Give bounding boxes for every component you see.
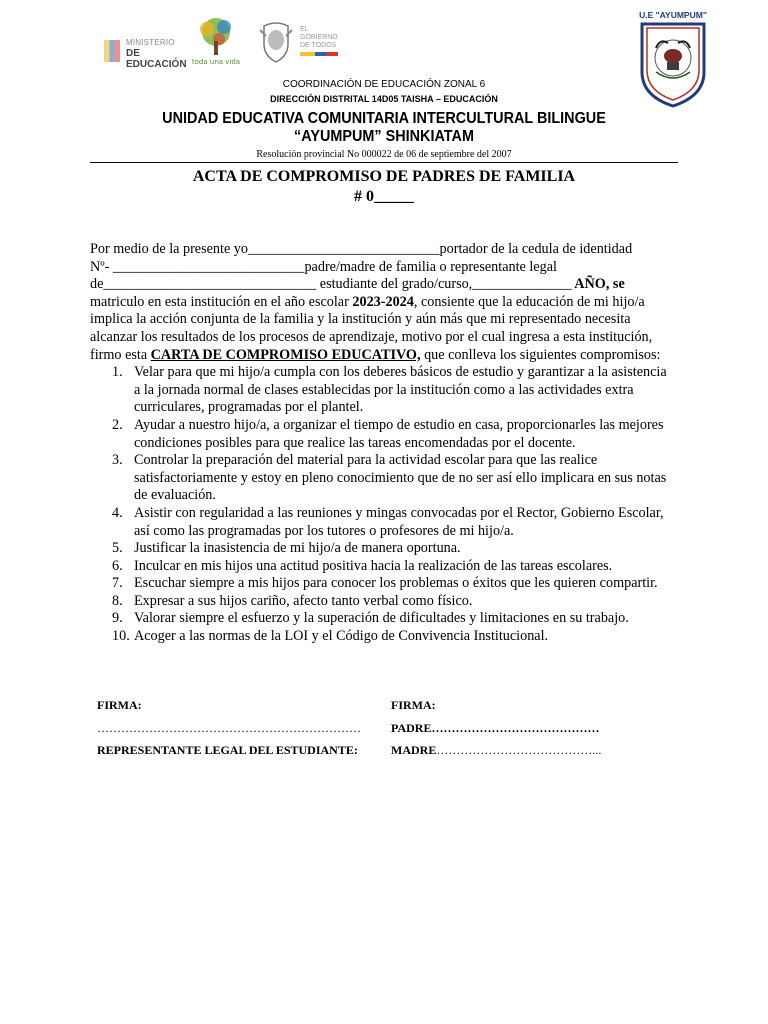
commitment-text: Expresar a sus hijos cariño, afecto tanto verbal como físico. bbox=[134, 592, 473, 609]
para-part-2: , consiente que la educación de mi hijo/a implica la acción conjunta de la familia y la institución y aún más que mi representado necesita alcanzar los resultados de los procesos de aprendizaje, motivo por el cual ingresa a esta institución, firmo esta bbox=[90, 293, 653, 363]
gobierno-de-todos-logo bbox=[300, 26, 344, 60]
ministerio-logo-mark bbox=[104, 40, 120, 62]
name-blank[interactable]: ___________________________ bbox=[248, 241, 440, 257]
line2-suffix: padre/madre de familia o representante legal bbox=[304, 258, 557, 275]
svg-text:toda una vida: toda una vida bbox=[191, 58, 241, 66]
ministerio-logo-line1: MINISTERIO bbox=[126, 38, 175, 47]
commitment-text: Justificar la inasistencia de mi hijo/a de manera oportuna. bbox=[134, 540, 461, 557]
toda-una-vida-logo bbox=[190, 15, 242, 67]
gobierno-line1: EL bbox=[300, 26, 309, 33]
school-year: 2023-2024 bbox=[352, 293, 414, 310]
commitment-text: Controlar la preparación del material para la actividad escolar para que las realice satisfactoriamente y estoy en pleno conocimiento que de no ser así ello implicara en sus notas de evaluación. bbox=[134, 452, 667, 504]
resolucion-provincial: Resolución provincial No 000022 de 06 de septiembre del 2007 bbox=[256, 149, 512, 160]
carta-compromiso-label: CARTA DE COMPROMISO EDUCATIVO, bbox=[150, 346, 421, 363]
commitment-item bbox=[90, 364, 672, 417]
commitment-number: 7. bbox=[112, 575, 123, 592]
representante-legal-label: REPRESENTANTE LEGAL DEL ESTUDIANTE: bbox=[97, 743, 358, 757]
commitment-item bbox=[90, 417, 672, 452]
student-name-blank[interactable]: ______________________________ bbox=[103, 276, 317, 293]
line3-suffix: AÑO, se bbox=[571, 276, 625, 293]
body-line-2 bbox=[90, 259, 672, 277]
line1-suffix: portador de la cedula de identidad bbox=[439, 241, 633, 257]
signature-line-left[interactable]: ………………………………………………………… bbox=[97, 721, 361, 735]
madre-label: MADRE bbox=[391, 743, 437, 757]
commitment-number: 9. bbox=[112, 610, 123, 627]
commitment-number: 10. bbox=[112, 628, 130, 645]
gobierno-line3: DE TODOS bbox=[300, 42, 337, 49]
direccion-distrital: DIRECCIÓN DISTRITAL 14D05 TAISHA – EDUCACIÓN bbox=[270, 94, 498, 104]
body-line-1 bbox=[90, 241, 672, 259]
gobierno-line2: GOBIERNO bbox=[300, 34, 338, 41]
commitment-text: Acoger a las normas de la LOI y el Código de Convivencia Institucional. bbox=[134, 628, 549, 645]
para-part-3: que conlleva los siguientes compromisos: bbox=[420, 346, 661, 363]
madre-dots: …………………………………... bbox=[436, 743, 602, 757]
seal-title: U.E "AYUMPUM" bbox=[639, 10, 707, 20]
commitment-text: Asistir con regularidad a las reuniones y mingas convocadas por el Rector, Gobierno Escolar, así como las programadas por los tutores o profesores de mi hijo/a. bbox=[134, 504, 664, 539]
commitment-item bbox=[90, 540, 672, 558]
commitment-text: Valorar siempre el esfuerzo y la superación de dificultades y limitaciones en su trabajo. bbox=[134, 610, 629, 627]
commitment-number: 8. bbox=[112, 592, 123, 609]
school-name-line1: UNIDAD EDUCATIVA COMUNITARIA INTERCULTURAL BILINGUE bbox=[162, 110, 606, 127]
header-divider bbox=[90, 162, 678, 163]
document-number: # 0_____ bbox=[354, 188, 414, 205]
line3-middle: estudiante del grado/curso, bbox=[316, 276, 473, 293]
commitment-number: 3. bbox=[112, 452, 123, 469]
commitment-text: Inculcar en mis hijos una actitud positiva hacia la realización de las tareas escolares. bbox=[134, 557, 613, 574]
coordinacion-zonal: COORDINACIÓN DE EDUCACIÓN ZONAL 6 bbox=[282, 79, 486, 90]
para-part-1: matriculo en esta institución en el año escolar bbox=[90, 293, 353, 310]
ministerio-logo-line2: DE EDUCACIÓN bbox=[126, 48, 187, 70]
line3-prefix: de bbox=[90, 276, 104, 293]
commitment-item bbox=[90, 505, 672, 540]
body-paragraph bbox=[90, 294, 672, 364]
body-line-3 bbox=[90, 276, 672, 294]
commitment-number: 6. bbox=[112, 557, 123, 574]
commitment-text: Velar para que mi hijo/a cumpla con los deberes básicos de estudio y garantizar a la asistencia a la jornada normal de clases establecidas por la institución como a las actividades extra curriculares, programadas por el plantel. bbox=[134, 364, 667, 416]
gobierno-color-stripe bbox=[300, 52, 338, 56]
commitment-number: 4. bbox=[112, 504, 123, 521]
commitment-number: 5. bbox=[112, 540, 123, 557]
commitment-number: 1. bbox=[112, 364, 123, 381]
ecuador-coat-of-arms-icon bbox=[258, 20, 294, 64]
commitment-text: Ayudar a nuestro hijo/a, a organizar el tiempo de estudio en casa, proporcionarles las mejores condiciones posibles para que realice las tareas encomendadas por el docente. bbox=[134, 416, 664, 451]
line2-prefix: Nº- bbox=[90, 258, 113, 275]
padre-signature-line[interactable]: PADRE…………………………………… bbox=[391, 721, 600, 735]
document-title: ACTA DE COMPROMISO DE PADRES DE FAMILIA bbox=[192, 168, 576, 185]
commitment-text: Escuchar siempre a mis hijos para conocer los problemas o éxitos que les quieren compartir. bbox=[134, 575, 658, 592]
madre-signature-line[interactable] bbox=[391, 743, 601, 758]
id-number-blank[interactable]: ___________________________ bbox=[112, 258, 305, 275]
firma-right-label: FIRMA: bbox=[391, 698, 436, 712]
commitment-item bbox=[90, 452, 672, 505]
commitments-list bbox=[90, 364, 672, 646]
grade-blank[interactable]: ______________ bbox=[472, 276, 572, 293]
firma-left-label: FIRMA: bbox=[97, 698, 142, 712]
commitment-item bbox=[90, 628, 672, 646]
commitment-item bbox=[90, 575, 672, 593]
commitment-item bbox=[90, 593, 672, 611]
ministerio-educacion-logo bbox=[104, 38, 187, 70]
commitment-number: 2. bbox=[112, 416, 123, 433]
commitment-item bbox=[90, 610, 672, 628]
commitment-item bbox=[90, 558, 672, 576]
line1-prefix: Por medio de la presente yo bbox=[90, 241, 248, 257]
school-name-line2: “AYUMPUM” SHINKIATAM bbox=[294, 128, 474, 145]
document-body bbox=[90, 241, 672, 646]
